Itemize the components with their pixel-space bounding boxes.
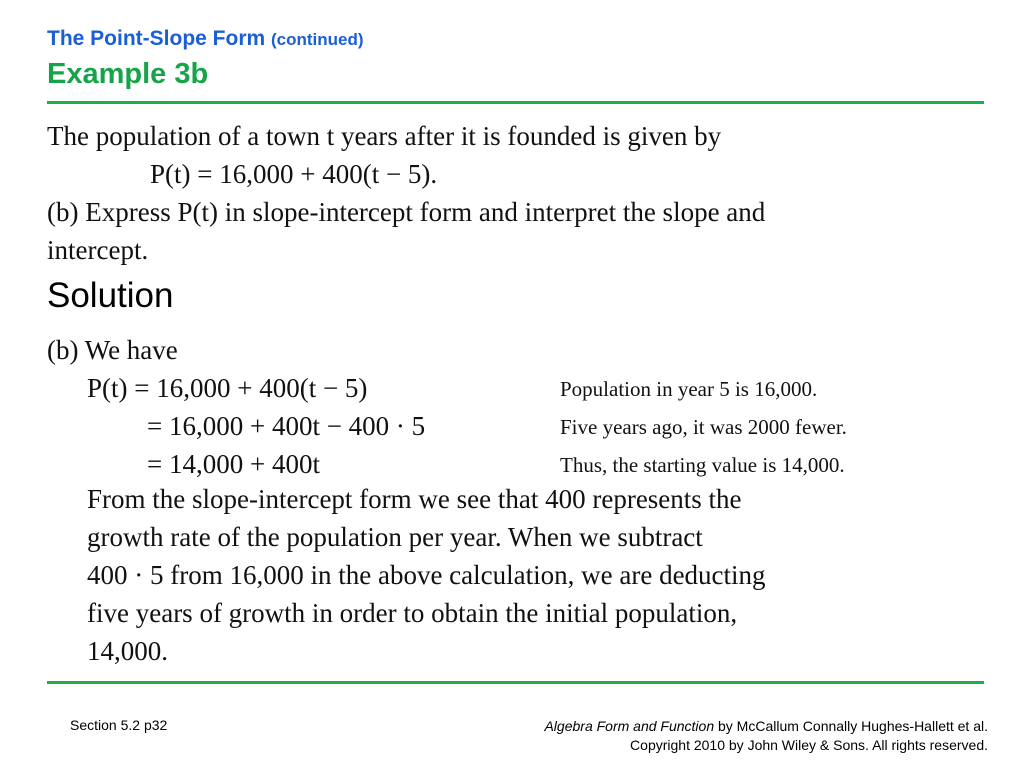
book-authors: by McCallum Connally Hughes-Hallett et al. xyxy=(714,718,988,734)
solution-heading: Solution xyxy=(47,276,174,315)
book-credit xyxy=(544,717,988,736)
explanation-line: 14,000. xyxy=(87,636,168,666)
copyright-text: Copyright 2010 by John Wiley & Sons. All rights reserved. xyxy=(630,737,988,753)
slide-title-text: The Point-Slope Form xyxy=(47,27,266,50)
problem-line-1: The population of a town t years after it is founded is given by xyxy=(47,121,722,151)
step-note: Population in year 5 is 16,000. xyxy=(560,377,818,401)
step-expression: = 16,000 + 400t − 400 · 5 xyxy=(147,411,426,441)
problem-line-4: intercept. xyxy=(47,235,149,265)
slide-title xyxy=(47,27,364,51)
step-expression: P(t) = 16,000 + 400(t − 5) xyxy=(87,373,368,403)
step-expression: = 14,000 + 400t xyxy=(147,449,320,479)
problem-line-3: (b) Express P(t) in slope-intercept form and interpret the slope and xyxy=(47,197,766,227)
problem-formula: P(t) = 16,000 + 400(t − 5). xyxy=(150,159,438,189)
bottom-divider xyxy=(47,681,984,684)
example-heading: Example 3b xyxy=(47,58,209,90)
explanation-line: From the slope-intercept form we see that 400 represents the xyxy=(87,484,742,514)
slide-title-suffix: (continued) xyxy=(271,30,364,49)
step-note: Thus, the starting value is 14,000. xyxy=(560,453,845,477)
explanation-line: 400 · 5 from 16,000 in the above calculation, we are deducting xyxy=(87,560,766,590)
section-label: Section 5.2 p32 xyxy=(70,717,168,733)
explanation-line: growth rate of the population per year. When we subtract xyxy=(87,522,703,552)
step-note: Five years ago, it was 2000 fewer. xyxy=(560,415,847,439)
top-divider xyxy=(47,101,984,104)
book-title: Algebra Form and Function xyxy=(544,718,715,734)
solution-intro: (b) We have xyxy=(47,335,178,365)
explanation-line: five years of growth in order to obtain the initial population, xyxy=(87,598,738,628)
copyright-notice xyxy=(544,717,988,755)
